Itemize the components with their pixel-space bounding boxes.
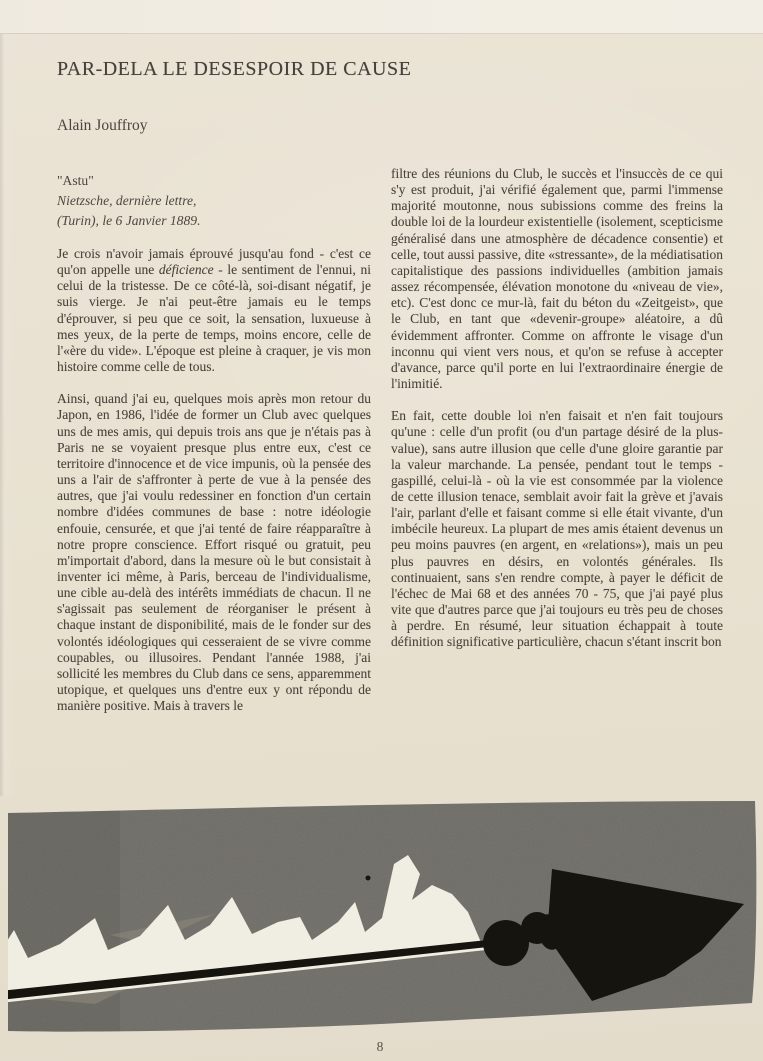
paragraph (57, 246, 371, 375)
artwork-left-vignette (0, 795, 120, 1045)
text-column-left (57, 246, 371, 714)
page-top-edge (0, 0, 763, 34)
epigraph (57, 171, 357, 231)
epigraph-line: (Turin), le 6 Janvier 1889. (57, 213, 201, 228)
page-title: PAR-DELA LE DESESPOIR DE CAUSE (57, 58, 412, 80)
paragraph-text: Je crois n'avoir jamais éprouvé jusqu'au fond - c'est ce qu'on appelle une (57, 246, 371, 278)
artwork-speck (366, 876, 371, 881)
text-column-right (391, 166, 723, 651)
page-number: 8 (376, 1039, 384, 1054)
paragraph: En fait, cette double loi n'en faisait et n'en fait toujours qu'une : celle d'un profit (ou d'un partage désiré de la plus-value), sans autre illusion que celle d'une gloire garantie par la valeur marchande. La pensée, pendant tout le temps - gaspillé, celui-là - où la vie est consommée par la violence de cette illusion tenace, semblait avoir fait la grève et j'avais l'air, parlant d'elle et faisant comme si elle était vivante, d'un imbécile heureux. La plupart de mes amis étaient devenus un peu moins pauvres (en argent, en «relations»), mais un peu plus pauvres en désirs, en volontés générales. Ils continuaient, sans s'en rendre compte, à payer le déficit de l'échec de Mai 68 et des années 70 - 75, que j'ai payé plus vite que d'autres parce que j'ai toujours eu très peu de choses à perdre. En résumé, leur situation échappait à toute définition significative particulière, chacun s'étant inscrit bon (391, 408, 723, 650)
artwork-figure (0, 795, 763, 1045)
paragraph: Ainsi, quand j'ai eu, quelques mois après mon retour du Japon, en 1986, l'idée de former un Club avec quelques uns de mes amis, qui depuis trois ans que je n'étais pas à Paris ne se voyaient presque plus entre eux, c'est ce territoire d'innocence et de vice impunis, où la pensée des uns a l'air de s'affronter à perte de vue à la pensée des autres, que j'ai voulu redessiner en fonction d'un certain nombre d'idées communes de base : notre idéologie enfouie, censurée, et que j'ai tenté de faire réapparaître à notre propre conscience. Effort risqué ou gratuit, peu m'importait d'abord, dans la mesure où le but consistait à inventer ici même, à Paris, berceau de l'individualisme, une cible au-delà des intérêts immédiats de chacun. Il ne s'agissait pas seulement de réorganiser le présent à chaque instant de disponibilité, mais de le fonder sur des volontés idéologiques qui cesseraient de se vivre comme coupables, ou illusoires. Pendant l'année 1988, j'ai sollicité les membres du Club dans ce sens, apparemment utopique, et quelques uns d'entre eux y ont répondu de manière positive. Mais à travers le (57, 391, 371, 714)
epigraph-line: Nietzsche, dernière lettre, (57, 193, 197, 208)
artwork-speck (699, 939, 702, 942)
paragraph-italic-word: déficience (158, 262, 214, 278)
page-gutter-shadow (0, 34, 15, 796)
paragraph: filtre des réunions du Club, le succès et l'insuccès de ce qui s'y est produit, j'ai vérifié également que, parmi l'immense majorité moutonne, nous subissions comme des freins la double loi de la lourdeur existentielle (isolement, scepticisme généralisé dans une atmosphère de décadence consentie) et celle, tout aussi passive, dite «stressante», de la médiatisation capitalistique des passions individuelles (ambition jamais assez récompensée, élévation monotone du «niveau de vie», etc). C'est donc ce mur-là, fait du béton du «Zeitgeist», que le Club, en tant que «devenir-groupe» aléatoire, a dû évidemment affronter. Comme on affronte le visage d'un inconnu qui vient vers nous, et qu'on se refuse à accepter d'avance, parce qu'il porte en lui l'extraordinaire énergie de l'inimitié. (391, 166, 723, 392)
author-name: Alain Jouffroy (57, 117, 148, 134)
paragraph-text: - le sentiment de l'ennui, ni celui de la tristesse. De ce côté-là, soi-disant négatif, je suis vierge. Je n'ai peut-être jamais eu le temps d'éprouver, si peu que ce soit, la sensation, luxueuse à mes yeux, de la perte de temps, moins encore, celle de l'«ère du vide». L'époque est pleine à craquer, je vis mon histoire comme celle de tous. (57, 262, 371, 375)
epigraph-source: "Astu" (57, 173, 94, 188)
artwork-speck (646, 971, 650, 975)
